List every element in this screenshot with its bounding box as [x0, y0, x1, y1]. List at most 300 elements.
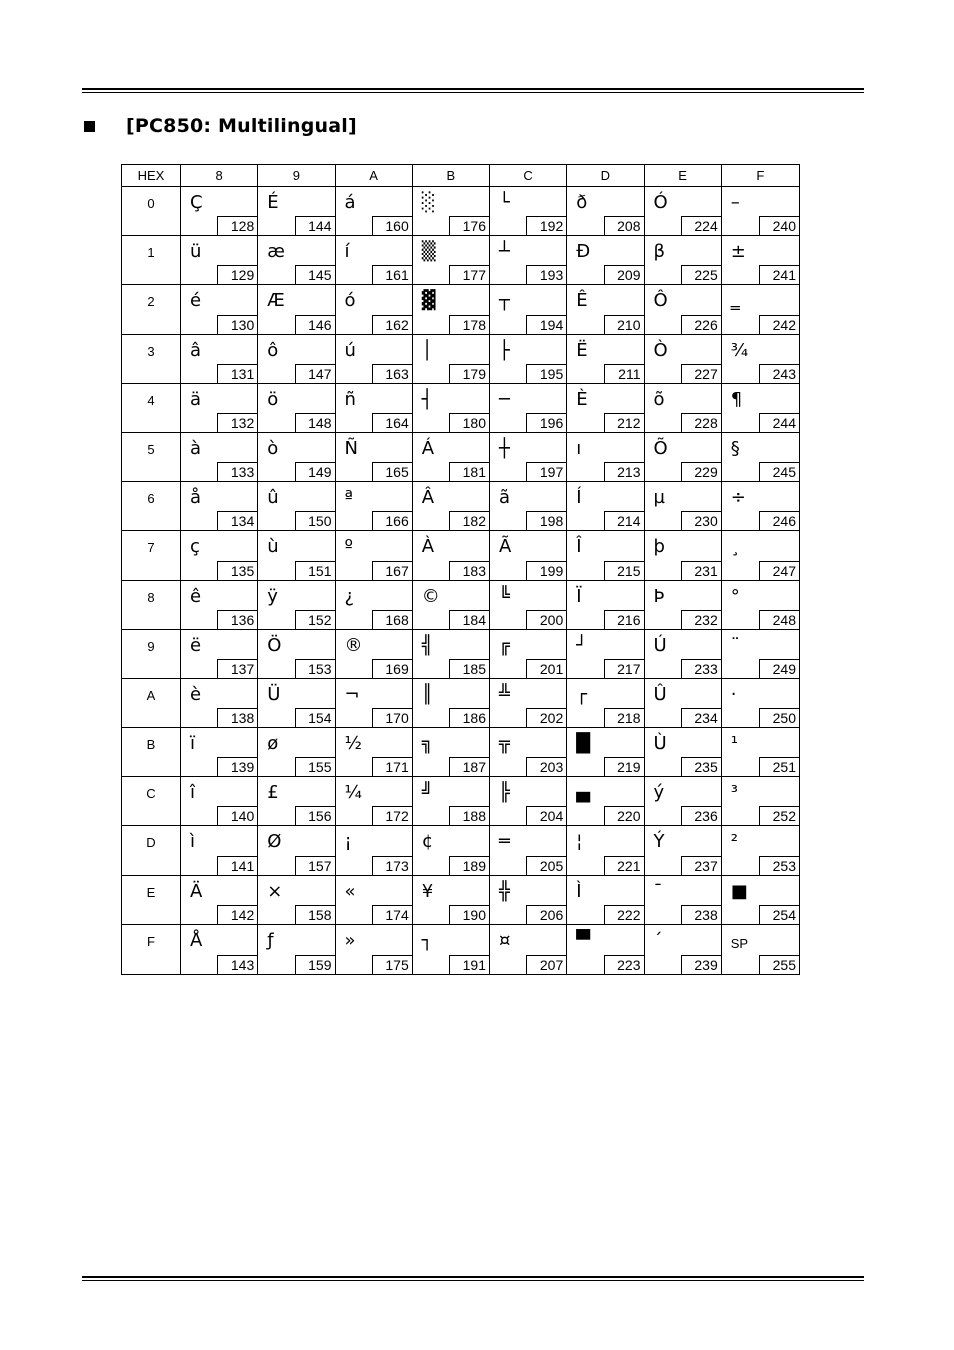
- char-glyph: ½: [344, 733, 362, 755]
- char-glyph: ■: [730, 880, 748, 902]
- char-cell: [413, 433, 490, 481]
- char-cell: [722, 187, 799, 235]
- char-glyph: í: [344, 241, 350, 263]
- row-hex-label: 0: [122, 187, 181, 235]
- decimal-code: 200: [526, 610, 566, 629]
- char-cell: [336, 482, 413, 530]
- decimal-code: 156: [295, 806, 335, 825]
- char-glyph: SP: [730, 935, 749, 951]
- char-glyph: §: [730, 437, 740, 459]
- char-glyph: └: [499, 192, 510, 213]
- char-glyph: Ë: [576, 339, 588, 361]
- char-glyph: ä: [190, 388, 202, 410]
- char-glyph: æ: [267, 241, 285, 263]
- decimal-code: 137: [217, 659, 257, 678]
- decimal-code: 151: [295, 561, 335, 580]
- char-cell: [258, 679, 335, 727]
- decimal-code: 139: [217, 757, 257, 776]
- char-glyph: ▒: [421, 241, 436, 263]
- decimal-code: 150: [295, 511, 335, 530]
- char-cell: [413, 285, 490, 333]
- char-cell: [722, 433, 799, 481]
- row-hex-label: 3: [122, 335, 181, 383]
- char-glyph: ¿: [344, 585, 355, 607]
- char-glyph: │: [421, 339, 433, 361]
- char-glyph: Ö: [267, 634, 282, 656]
- decimal-code: 240: [759, 216, 799, 235]
- char-glyph: Ð: [576, 241, 591, 263]
- char-cell: [413, 581, 490, 629]
- table-row: [122, 728, 799, 777]
- decimal-code: 172: [372, 806, 412, 825]
- char-cell: [336, 581, 413, 629]
- char-glyph: ▓: [421, 290, 436, 312]
- decimal-code: 220: [604, 806, 644, 825]
- char-glyph: ô: [267, 339, 279, 361]
- char-glyph: ‗: [730, 290, 740, 312]
- char-glyph: û: [267, 487, 279, 509]
- row-hex-label: 5: [122, 433, 181, 481]
- row-hex-label: D: [122, 826, 181, 874]
- char-cell: [490, 679, 567, 727]
- decimal-code: 149: [295, 462, 335, 481]
- decimal-code: 243: [759, 364, 799, 383]
- decimal-code: 174: [372, 905, 412, 924]
- char-cell: [258, 581, 335, 629]
- char-glyph: Á: [421, 437, 435, 459]
- decimal-code: 223: [604, 955, 644, 974]
- char-cell: [722, 285, 799, 333]
- char-glyph: ü: [190, 241, 202, 263]
- square-bullet-icon: [84, 121, 95, 132]
- table-row: [122, 925, 799, 974]
- hex-corner-label: HEX: [122, 165, 181, 186]
- char-cell: [413, 384, 490, 432]
- decimal-code: 179: [449, 364, 489, 383]
- char-cell: [645, 581, 722, 629]
- char-cell: [336, 285, 413, 333]
- decimal-code: 215: [604, 561, 644, 580]
- char-glyph: á: [344, 192, 356, 213]
- char-cell: [413, 876, 490, 924]
- decimal-code: 144: [295, 216, 335, 235]
- decimal-code: 140: [217, 806, 257, 825]
- decimal-code: 196: [526, 413, 566, 432]
- char-glyph: È: [576, 388, 588, 410]
- char-cell: [181, 876, 258, 924]
- char-glyph: ╔: [499, 634, 510, 656]
- code-page-table: [121, 164, 800, 975]
- decimal-code: 190: [449, 905, 489, 924]
- decimal-code: 188: [449, 806, 489, 825]
- decimal-code: 209: [604, 265, 644, 284]
- char-cell: [413, 335, 490, 383]
- decimal-code: 147: [295, 364, 335, 383]
- decimal-code: 208: [604, 216, 644, 235]
- decimal-code: 135: [217, 561, 257, 580]
- row-hex-label: B: [122, 728, 181, 776]
- char-cell: [645, 777, 722, 825]
- decimal-code: 189: [449, 856, 489, 875]
- char-cell: [258, 285, 335, 333]
- decimal-code: 210: [604, 315, 644, 334]
- decimal-code: 221: [604, 856, 644, 875]
- char-glyph: Ú: [653, 634, 667, 656]
- char-glyph: ¢: [421, 831, 434, 853]
- char-cell: [645, 876, 722, 924]
- char-glyph: Ø: [267, 831, 282, 853]
- decimal-code: 226: [681, 315, 721, 334]
- decimal-code: 201: [526, 659, 566, 678]
- column-header: B: [413, 165, 490, 186]
- char-cell: [258, 876, 335, 924]
- decimal-code: 185: [449, 659, 489, 678]
- decimal-code: 142: [217, 905, 257, 924]
- char-cell: [336, 187, 413, 235]
- row-hex-label: F: [122, 925, 181, 974]
- decimal-code: 233: [681, 659, 721, 678]
- char-cell: [336, 876, 413, 924]
- char-cell: [181, 384, 258, 432]
- char-glyph: ê: [190, 585, 202, 607]
- char-glyph: ç: [190, 536, 200, 558]
- decimal-code: 199: [526, 561, 566, 580]
- decimal-code: 251: [759, 757, 799, 776]
- char-cell: [645, 187, 722, 235]
- char-glyph: Û: [653, 683, 667, 705]
- char-cell: [336, 433, 413, 481]
- char-glyph: è: [190, 683, 202, 705]
- decimal-code: 205: [526, 856, 566, 875]
- char-cell: [181, 335, 258, 383]
- decimal-code: 166: [372, 511, 412, 530]
- decimal-code: 247: [759, 561, 799, 580]
- char-glyph: ╦: [499, 733, 510, 755]
- char-cell: [181, 925, 258, 974]
- decimal-code: 187: [449, 757, 489, 776]
- char-glyph: ï: [190, 733, 196, 755]
- char-glyph: ┌: [576, 683, 588, 705]
- char-cell: [258, 482, 335, 530]
- char-glyph: ─: [499, 388, 510, 410]
- char-cell: [490, 531, 567, 579]
- char-glyph: ±: [730, 241, 746, 263]
- char-cell: [258, 826, 335, 874]
- row-hex-label: 4: [122, 384, 181, 432]
- decimal-code: 165: [372, 462, 412, 481]
- char-cell: [336, 531, 413, 579]
- char-cell: [567, 236, 644, 284]
- decimal-code: 176: [449, 216, 489, 235]
- char-glyph: ┘: [576, 634, 588, 656]
- table-row: [122, 285, 799, 334]
- table-row: [122, 581, 799, 630]
- decimal-code: 145: [295, 265, 335, 284]
- decimal-code: 183: [449, 561, 489, 580]
- char-glyph: ²: [730, 831, 738, 853]
- decimal-code: 228: [681, 413, 721, 432]
- char-cell: [567, 531, 644, 579]
- char-glyph: «: [344, 880, 356, 902]
- char-glyph: ð: [576, 192, 588, 213]
- char-cell: [722, 531, 799, 579]
- char-glyph: ©: [421, 585, 440, 607]
- decimal-code: 198: [526, 511, 566, 530]
- char-glyph: ┴: [499, 241, 510, 263]
- table-row: [122, 826, 799, 875]
- decimal-code: 197: [526, 462, 566, 481]
- decimal-code: 181: [449, 462, 489, 481]
- decimal-code: 231: [681, 561, 721, 580]
- char-cell: [567, 876, 644, 924]
- char-cell: [336, 925, 413, 974]
- char-cell: [336, 335, 413, 383]
- char-glyph: ├: [499, 339, 510, 361]
- char-glyph: é: [190, 290, 202, 312]
- column-header: A: [336, 165, 413, 186]
- char-glyph: Â: [421, 487, 435, 509]
- row-hex-label: E: [122, 876, 181, 924]
- char-cell: [490, 482, 567, 530]
- char-glyph: ×: [267, 880, 283, 902]
- header-rule: [82, 88, 864, 90]
- table-row: [122, 433, 799, 482]
- char-cell: [413, 187, 490, 235]
- table-row: [122, 384, 799, 433]
- decimal-code: 146: [295, 315, 335, 334]
- decimal-code: 164: [372, 413, 412, 432]
- table-row: [122, 679, 799, 728]
- decimal-code: 134: [217, 511, 257, 530]
- decimal-code: 211: [604, 364, 644, 383]
- decimal-code: 193: [526, 265, 566, 284]
- decimal-code: 178: [449, 315, 489, 334]
- decimal-code: 217: [604, 659, 644, 678]
- decimal-code: 254: [759, 905, 799, 924]
- char-glyph: ÿ: [267, 585, 278, 607]
- char-glyph: ║: [421, 683, 433, 705]
- char-glyph: µ: [653, 487, 665, 509]
- decimal-code: 249: [759, 659, 799, 678]
- char-cell: [413, 826, 490, 874]
- char-cell: [413, 777, 490, 825]
- char-glyph: ╣: [421, 634, 433, 656]
- char-cell: [258, 236, 335, 284]
- char-cell: [567, 285, 644, 333]
- char-cell: [181, 187, 258, 235]
- decimal-code: 191: [449, 955, 489, 974]
- char-glyph: ═: [499, 831, 510, 853]
- char-glyph: Ä: [190, 880, 203, 902]
- decimal-code: 242: [759, 315, 799, 334]
- column-header: E: [645, 165, 722, 186]
- char-cell: [490, 581, 567, 629]
- char-cell: [413, 236, 490, 284]
- decimal-code: 235: [681, 757, 721, 776]
- char-cell: [567, 679, 644, 727]
- char-cell: [567, 482, 644, 530]
- char-glyph: å: [190, 487, 202, 509]
- char-cell: [490, 335, 567, 383]
- char-cell: [567, 335, 644, 383]
- char-cell: [567, 777, 644, 825]
- table-row: [122, 777, 799, 826]
- column-header: D: [567, 165, 644, 186]
- decimal-code: 175: [372, 955, 412, 974]
- decimal-code: 234: [681, 708, 721, 727]
- decimal-code: 244: [759, 413, 799, 432]
- char-cell: [336, 236, 413, 284]
- char-glyph: Õ: [653, 437, 668, 459]
- char-cell: [722, 679, 799, 727]
- decimal-code: 177: [449, 265, 489, 284]
- decimal-code: 250: [759, 708, 799, 727]
- char-glyph: –: [730, 192, 740, 213]
- char-cell: [645, 384, 722, 432]
- char-cell: [567, 187, 644, 235]
- decimal-code: 218: [604, 708, 644, 727]
- char-glyph: ı: [576, 437, 582, 459]
- char-cell: [490, 236, 567, 284]
- char-cell: [490, 433, 567, 481]
- char-cell: [645, 531, 722, 579]
- decimal-code: 241: [759, 265, 799, 284]
- char-glyph: ñ: [344, 388, 356, 410]
- decimal-code: 160: [372, 216, 412, 235]
- footer-rule: [82, 1276, 864, 1278]
- decimal-code: 236: [681, 806, 721, 825]
- char-glyph: à: [190, 437, 202, 459]
- char-glyph: ·: [730, 683, 737, 705]
- char-cell: [181, 236, 258, 284]
- char-cell: [336, 728, 413, 776]
- char-glyph: Ô: [653, 290, 668, 312]
- decimal-code: 182: [449, 511, 489, 530]
- char-cell: [258, 925, 335, 974]
- char-glyph: ¨: [730, 634, 740, 656]
- char-glyph: Í: [576, 487, 582, 509]
- char-cell: [258, 777, 335, 825]
- char-glyph: ö: [267, 388, 279, 410]
- char-glyph: █: [576, 733, 591, 755]
- decimal-code: 213: [604, 462, 644, 481]
- char-cell: [490, 925, 567, 974]
- char-cell: [645, 679, 722, 727]
- char-glyph: Ç: [190, 192, 203, 213]
- decimal-code: 229: [681, 462, 721, 481]
- char-cell: [567, 826, 644, 874]
- char-glyph: ¾: [730, 339, 749, 361]
- char-cell: [258, 335, 335, 383]
- char-glyph: þ: [653, 536, 665, 558]
- table-row: [122, 531, 799, 580]
- char-cell: [336, 826, 413, 874]
- char-cell: [645, 335, 722, 383]
- char-cell: [181, 777, 258, 825]
- char-cell: [181, 630, 258, 678]
- decimal-code: 186: [449, 708, 489, 727]
- char-cell: [722, 384, 799, 432]
- decimal-code: 128: [217, 216, 257, 235]
- char-glyph: ø: [267, 733, 279, 755]
- decimal-code: 222: [604, 905, 644, 924]
- char-glyph: β: [653, 241, 665, 263]
- char-cell: [490, 826, 567, 874]
- decimal-code: 162: [372, 315, 412, 334]
- char-cell: [490, 285, 567, 333]
- row-hex-label: A: [122, 679, 181, 727]
- decimal-code: 168: [372, 610, 412, 629]
- char-glyph: ó: [344, 290, 356, 312]
- char-glyph: ╗: [421, 733, 433, 755]
- char-glyph: Ã: [499, 536, 512, 558]
- decimal-code: 130: [217, 315, 257, 334]
- char-cell: [181, 531, 258, 579]
- char-cell: [645, 826, 722, 874]
- decimal-code: 248: [759, 610, 799, 629]
- char-glyph: ®: [344, 634, 363, 656]
- char-glyph: õ: [653, 388, 665, 410]
- decimal-code: 237: [681, 856, 721, 875]
- column-header: 8: [181, 165, 258, 186]
- char-glyph: ┤: [421, 388, 433, 410]
- decimal-code: 155: [295, 757, 335, 776]
- decimal-code: 169: [372, 659, 412, 678]
- table-row: [122, 236, 799, 285]
- char-cell: [490, 630, 567, 678]
- char-cell: [336, 630, 413, 678]
- table-header-row: [122, 165, 799, 187]
- char-cell: [645, 630, 722, 678]
- char-glyph: ý: [653, 782, 665, 804]
- section-title: [PC850: Multilingual]: [126, 115, 357, 137]
- char-cell: [490, 187, 567, 235]
- char-glyph: Ñ: [344, 437, 358, 459]
- char-glyph: ╠: [499, 782, 510, 804]
- decimal-code: 180: [449, 413, 489, 432]
- char-cell: [490, 876, 567, 924]
- char-cell: [722, 581, 799, 629]
- char-cell: [722, 728, 799, 776]
- char-cell: [181, 679, 258, 727]
- char-cell: [258, 630, 335, 678]
- char-glyph: Ì: [576, 880, 582, 902]
- char-cell: [722, 236, 799, 284]
- column-header: 9: [258, 165, 335, 186]
- char-cell: [413, 925, 490, 974]
- char-cell: [722, 482, 799, 530]
- decimal-code: 203: [526, 757, 566, 776]
- char-glyph: Ó: [653, 192, 668, 213]
- decimal-code: 245: [759, 462, 799, 481]
- char-cell: [722, 826, 799, 874]
- decimal-code: 216: [604, 610, 644, 629]
- char-glyph: Å: [190, 929, 203, 951]
- decimal-code: 225: [681, 265, 721, 284]
- char-cell: [567, 384, 644, 432]
- decimal-code: 136: [217, 610, 257, 629]
- table-row: [122, 630, 799, 679]
- row-hex-label: C: [122, 777, 181, 825]
- char-glyph: â: [190, 339, 202, 361]
- char-glyph: Ù: [653, 733, 667, 755]
- char-cell: [722, 925, 799, 974]
- char-glyph: ù: [267, 536, 279, 558]
- char-cell: [258, 531, 335, 579]
- char-cell: [567, 630, 644, 678]
- decimal-code: 246: [759, 511, 799, 530]
- decimal-code: 194: [526, 315, 566, 334]
